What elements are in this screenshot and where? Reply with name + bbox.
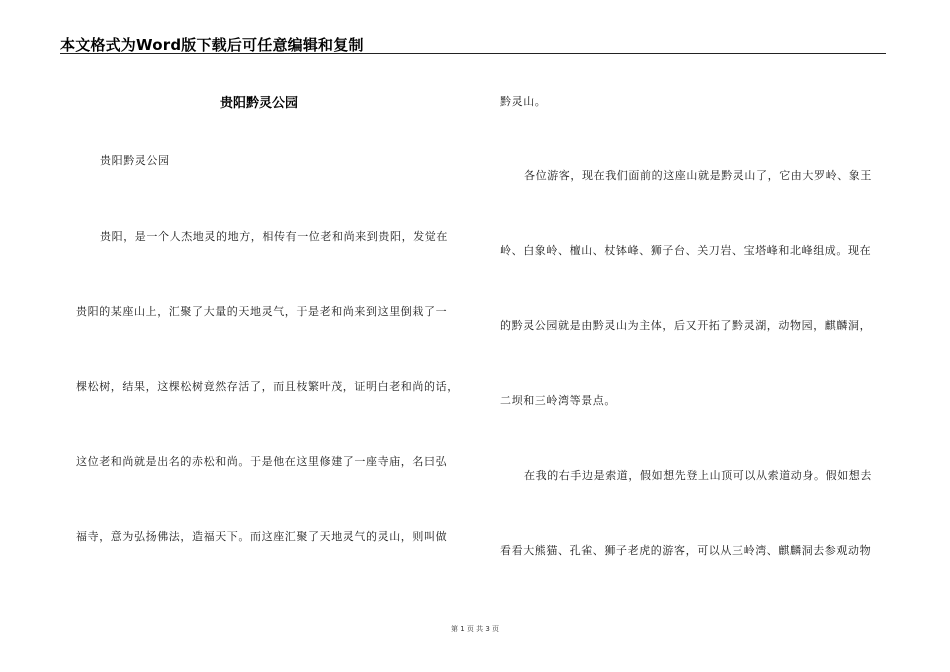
text-line: 福寺，意为弘扬佛法，造福天下。而这座汇聚了天地灵气的灵山，则叫做 — [76, 530, 448, 543]
text-line: 二坝和三岭湾等景点。 — [500, 394, 616, 407]
text-line: 岭、白象岭、檀山、杖钵峰、狮子台、关刀岩、宝塔峰和北峰组成。现在 — [500, 244, 872, 257]
header-divider — [60, 53, 886, 54]
text-line: 贵阳黔灵公园 — [100, 154, 170, 167]
text-line: 看看大熊猫、孔雀、狮子老虎的游客，可以从三岭湾、麒麟洞去参观动物 — [500, 544, 872, 557]
text-line: 贵阳，是一个人杰地灵的地方，相传有一位老和尚来到贵阳，发觉在 — [100, 230, 448, 243]
text-line: 这位老和尚就是出名的赤松和尚。于是他在这里修建了一座寺庙，名曰弘 — [76, 455, 448, 468]
document-banner: 本文格式为Word版下载后可任意编辑和复制 — [60, 36, 364, 54]
text-line: 的黔灵公园就是由黔灵山为主体，后又开拓了黔灵湖，动物园，麒麟洞， — [500, 319, 872, 332]
document-title: 贵阳黔灵公园 — [220, 96, 299, 111]
page-number: 第 1 页 共 3 页 — [450, 625, 500, 633]
text-line: 棵松树，结果，这棵松树竟然存活了，而且枝繁叶茂，证明白老和尚的话， — [76, 380, 459, 393]
text-line: 贵阳的某座山上，汇聚了大量的天地灵气，于是老和尚来到这里倒栽了一 — [76, 305, 448, 318]
text-line: 各位游客，现在我们面前的这座山就是黔灵山了，它由大罗岭、象王 — [524, 169, 872, 182]
text-line: 在我的右手边是索道，假如想先登上山顶可以从索道动身。假如想去 — [524, 469, 872, 482]
text-line: 黔灵山。 — [500, 95, 547, 108]
